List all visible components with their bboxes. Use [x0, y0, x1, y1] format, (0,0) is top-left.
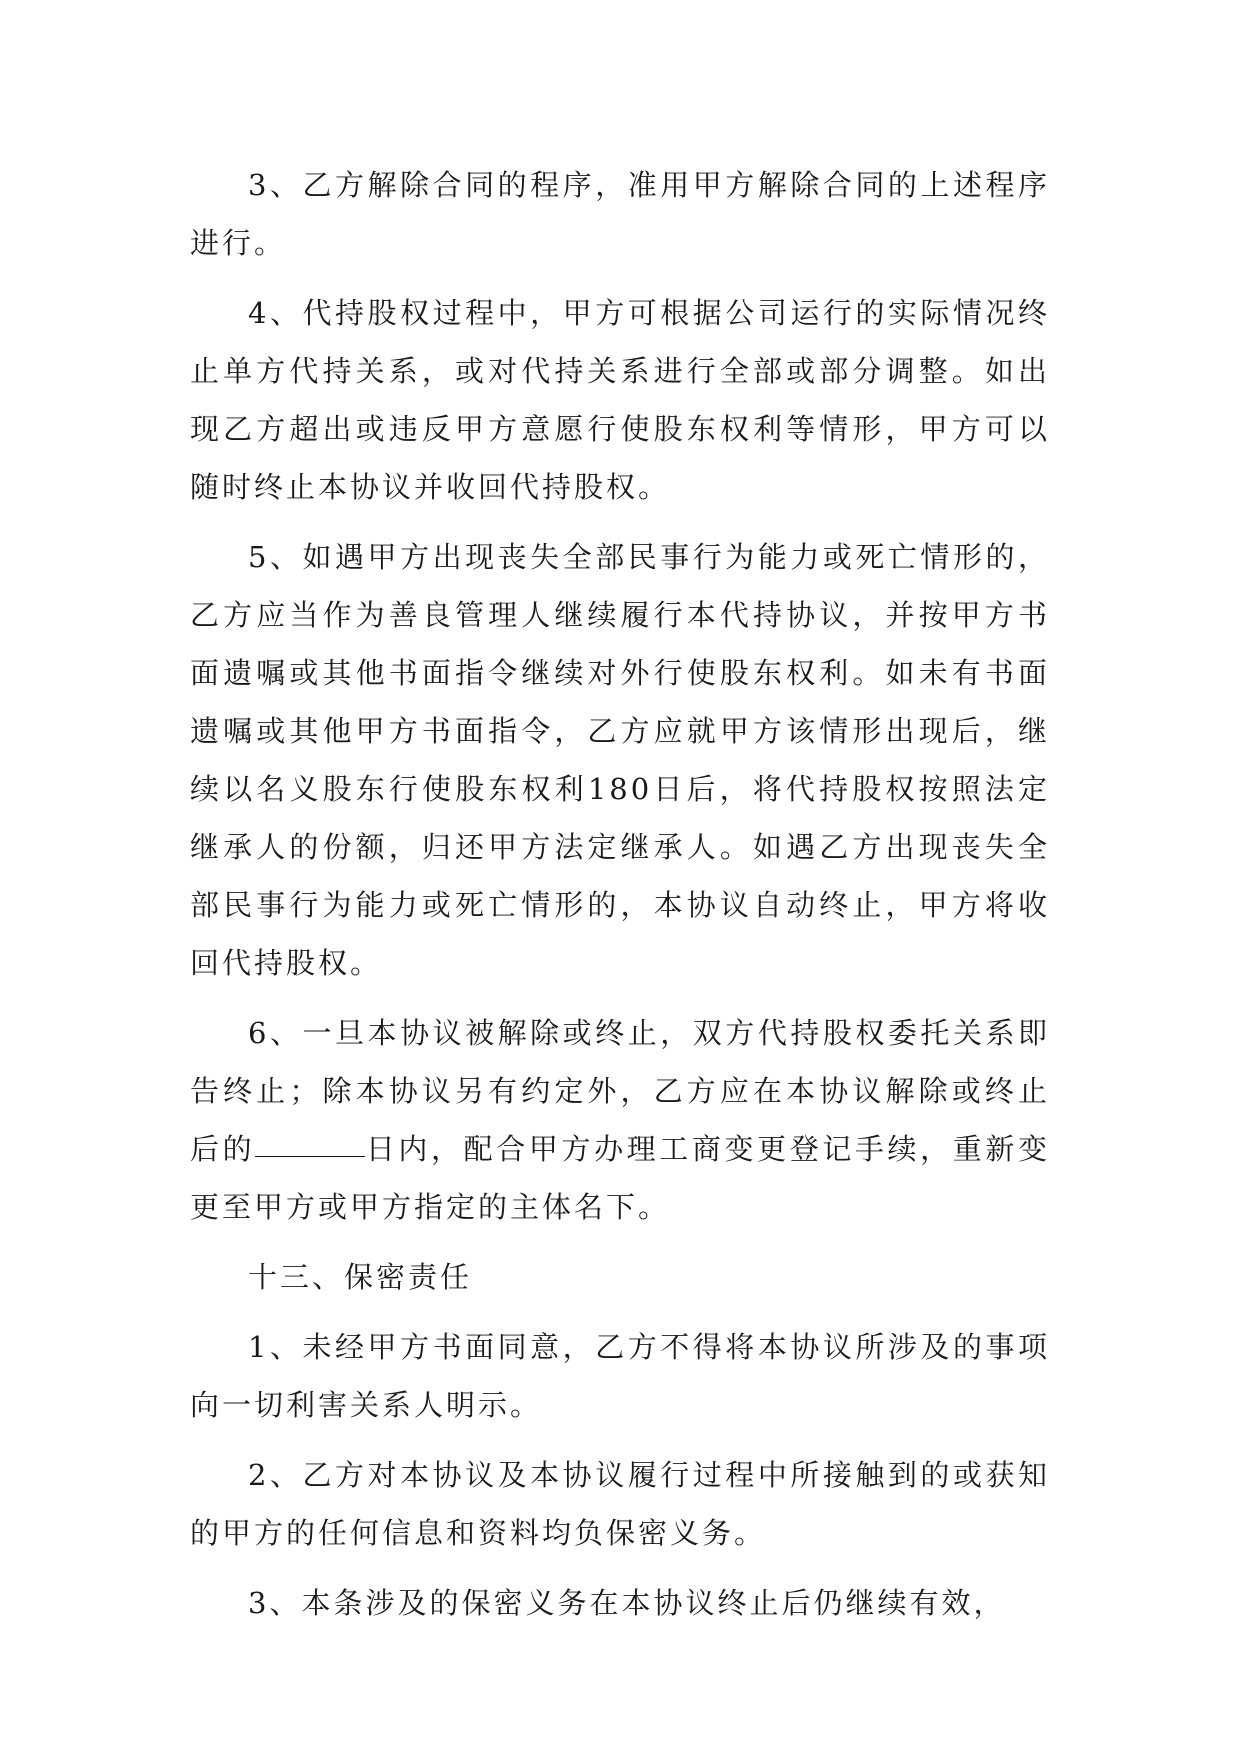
paragraph-clause-6 — [190, 1004, 1050, 1236]
fill-in-blank — [255, 1155, 365, 1157]
clause-6-text-before: 6、一旦本协议被解除或终止，双方代持股权委托关系即告终止；除本协议另有约定外，乙方应在本协议解除或终止后的 — [190, 1016, 1050, 1166]
paragraph-confidentiality-3: 3、本条涉及的保密义务在本协议终止后仍继续有效， — [248, 1586, 1006, 1620]
paragraph-confidentiality-1: 1、未经甲方书面同意，乙方不得将本协议所涉及的事项向一切利害关系人明示。 — [190, 1330, 1050, 1422]
paragraph-clause-5: 5、如遇甲方出现丧失全部民事行为能力或死亡情形的，乙方应当作为善良管理人继续履行本代持协议，并按甲方书面遗嘱或其他书面指令继续对外行使股东权利。如未有书面遗嘱或其他甲方书面指令，乙方应就甲方该情形出现后，继续以名义股东行使股东权利180日后，将代持股权按照法定继承人的份额，归还甲方法定继承人。如遇乙方出现丧失全部民事行为能力或死亡情形的，本协议自动终止，甲方将收回代持股权。 — [190, 540, 1050, 980]
paragraph-clause-4: 4、代持股权过程中，甲方可根据公司运行的实际情况终止单方代持关系，或对代持关系进行全部或部分调整。如出现乙方超出或违反甲方意愿行使股东权利等情形，甲方可以随时终止本协议并收回代持股权。 — [190, 296, 1050, 504]
section-heading-confidentiality: 十三、保密责任 — [248, 1260, 473, 1294]
paragraph-confidentiality-2: 2、乙方对本协议及本协议履行过程中所接触到的或获知的甲方的任何信息和资料均负保密义务。 — [190, 1458, 1050, 1550]
document-page — [190, 156, 1050, 1644]
clause-6-text-after: 日内，配合甲方办理工商变更登记手续，重新变更至甲方或甲方指定的主体名下。 — [190, 1132, 1050, 1224]
paragraph-clause-3: 3、乙方解除合同的程序，准用甲方解除合同的上述程序进行。 — [190, 168, 1050, 260]
